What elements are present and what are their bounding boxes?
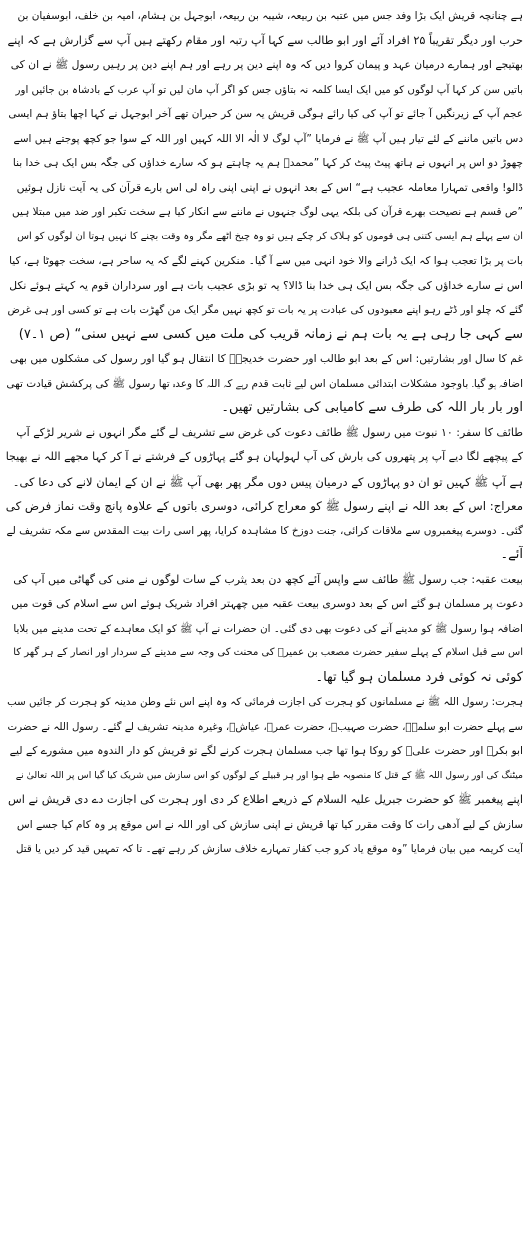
text-line: حرب اور دیگر تقریباً ۲۵ افراد آئے اور ابو طالب سے کہا آپ رتبہ اور مقام رکھتے ہیں آپ سے گزارش ہے کہ اپنے: [7, 33, 523, 47]
text-line: سازش کے لیے آدھی رات کا وقت مقرر کیا تھا قریش نے اپنی سازش کی اور اللہ نے اس موقع پر وہ کام کیا جسے اس: [16, 818, 523, 831]
text-line: آیت کریمہ میں بیان فرمایا ”وہ موقع یاد کرو جب کفار تمہارے خلاف سازش کر رہے تھے۔ تا کہ تمہیں قید کر دیں یا قتل: [16, 843, 523, 855]
text-line: دعوت پر مسلمان ہو گئے اس کے بعد دوسری بیعت عقبہ میں چھہتر افراد شریک ہوئے اس سے اسلام کی قوت میں: [11, 597, 523, 610]
text-line: کوئی نہ کوئی فرد مسلمان ہو گیا تھا۔: [315, 669, 523, 685]
text-line: اور بار بار اللہ کی طرف سے کامیابی کی بشارتیں تھیں۔: [221, 400, 523, 415]
text-line: بات پر بڑا تعجب ہوا کہ ایک ڈرانے والا خود انہی میں سے آ گیا۔ منکرین کہنے لگے کہ یہ ساحر ہے، سخت جھوٹا ہے، کیا: [9, 255, 523, 267]
text-line: دس باتیں ماننے کے لئے تیار ہیں آپ ﷺ نے فرمایا ”آپ لوگ لا الٰہ الا اللہ کہیں اور اللہ کے سوا جو کچھ پوجتے ہیں اسے: [13, 132, 523, 145]
text-line: معراج: اس کے بعد اللہ نے اپنے رسول ﷺ کو معراج کرائی، دوسری باتوں کے علاوہ پانچ وقت نماز فرض کی: [6, 499, 523, 513]
text-line: کے پیچھے لگا دیے آپ پر پتھروں کی بارش کی آپ لہولہان ہو گئے پہاڑوں کے فرشتے نے آ کر کہا مجھے اللہ نے بھیجا: [6, 450, 523, 463]
text-line: چھوڑ دو اس پر انہوں نے ہاتھ پیٹ پیٹ کر کہا ”محمدؐ ہم یہ چاہتے ہو کہ سارے خداؤں کی جگہ بس ایک ہی خدا بنا: [12, 157, 523, 169]
text-line: ”ص قسم ہے نصیحت بھرے قرآن کی بلکہ یہی لوگ جنہوں نے ماننے سے انکار کیا ہے سخت تکبر اور ضد میں مبتلا ہیں: [12, 206, 523, 218]
text-line: بیعت عقبہ: جب رسول ﷺ طائف سے واپس آئے کچھ دن بعد یثرب کے سات لوگوں نے منی کی گھاٹی میں آپ کی: [13, 572, 523, 586]
text-line: ہے آپ ﷺ کہیں تو ان دو پہاڑوں کے درمیان پیس دوں مگر پھر بھی آپ ﷺ نے ان کے ایمان لانے کی دعا کی۔: [12, 474, 523, 489]
text-line: اس نے سارے خداؤں کی جگہ بس ایک ہی خدا بنا ڈالا؟ یہ تو بڑی عجیب بات ہے اور سرداران قوم یہ کہتے ہوئے نکل: [9, 278, 523, 292]
text-line: میٹنگ کی اور رسول اللہ ﷺ کے قتل کا منصوبہ طے ہوا اور ہر قبیلے کے لوگوں کو اس سازش میں شریک کیا گیا اس پر اللہ تعالیٰ نے: [15, 769, 523, 781]
section-quraysh-delegation: [6, 4, 523, 347]
text-line: سے پہلے حضرت ابو سلمہؓ، حضرت صہیبؓ، حضرت عمرؓ، عیاشؓ، وغیرہ مدینہ تشریف لے گئے۔ رسول اللہ نے حضرت: [7, 720, 523, 733]
text-line: ابو بکرؓ اور حضرت علیؓ کو روکا ہوا تھا جب مسلمان ہجرت کرنے لگے تو قریش کو دار الندوہ میں مشورے کے لیے: [9, 744, 523, 757]
text-line: اس سے قبل اسلام کے پہلے سفیر حضرت مصعب بن عمیرؓ کی محنت کی وجہ سے مدینے کے سردار اور انصار کے ہر گھر کا: [13, 647, 523, 658]
text-line: طائف کا سفر: ۱۰ نبوت میں رسول ﷺ طائف دعوت کی غرض سے تشریف لے گئے مگر انہوں نے شریر لڑکے آپ: [16, 425, 523, 439]
text-line: گئی۔ دوسرے پیغمبروں سے ملاقات کرائی، جنت دوزخ کا مشاہدہ کرایا، پھر اسی رات بیت المقدس سے مکہ تشریف لے: [6, 524, 523, 537]
text-line: عجم آپ کے زیرنگیں آ جائے تو آپ کی کیا رائے ہوگی قریش یہ سن کر حیران تھے آخر ابوجہل نے کہا اچھا بتاؤ ہم ایسی: [8, 108, 523, 120]
text-line: ہے چنانچہ قریش ایک بڑا وفد جس میں عتبہ بن ربیعہ، شیبہ بن ربیعہ، ابوجہل بن ہشام، امیہ بن خلف، ابوسفیان بن: [17, 10, 523, 22]
text-line: آئے۔: [500, 547, 523, 562]
text-line: ان سے پہلے ہم ایسی کتنی ہی قوموں کو ہلاک کر چکے ہیں تو وہ چیخ اٹھے مگر وہ وقت بچنے کا نہیں ہوتا ان لوگوں کو اس: [17, 230, 523, 242]
text-line: بھتیجے اور ہمارے درمیان عہد و پیمان کروا دیں کہ وہ اپنے دین پر رہے اور ہم اپنے دین پر رہیں رسول ﷺ نے ان کی: [10, 58, 523, 71]
text-line: ہجرت: رسول اللہ ﷺ نے مسلمانوں کو ہجرت کی اجازت فرمائی کہ وہ اپنے اس نئے وطن مدینہ کو ہجرت کر جائیں سب: [7, 696, 523, 708]
section-miraj: [6, 494, 523, 568]
text-line: اضافہ ہو گیا۔ باوجود مشکلات ابتدائی مسلمان اس لیے ثابت قدم رہے کہ اللہ کا وعدہ تھا رسول ﷺ کی پرکشش قیادت تھی: [6, 377, 523, 390]
text-line: گئے کہ چلو اور ڈٹے رہو اپنے معبودوں کی عبادت پر یہ بات تو کچھ نہیں مگر ایک من گھڑت بات ہے تو کسی اور ہی غرض: [7, 304, 523, 316]
section-hijrah: [6, 690, 523, 862]
section-pledge-of-aqaba: [6, 568, 523, 691]
section-taif-journey: [6, 421, 523, 495]
section-year-of-grief: [6, 347, 523, 421]
text-line: سے کہی جا رہی ہے یہ بات ہم نے زمانہ قریب کی ملت میں کسی سے نہیں سنی“ (ص ۱۔۷): [18, 326, 523, 342]
text-line: اضافہ ہوا رسول ﷺ کو مدینے آنے کی دعوت بھی دی گئی۔ ان حضرات نے آپ ﷺ کو ایک معاہدے کے تحت مدینے میں بلایا: [13, 622, 523, 635]
text-line: ڈالو! واقعی تمہارا معاملہ عجیب ہے“ اس کے بعد انہوں نے اپنی اپنی راہ لی اس بارے قرآن کی یہ آیت نازل ہوئیں: [16, 180, 523, 194]
text-line: اپنے پیغمبر ﷺ کو حضرت جبریل علیہ السلام کے ذریعے اطلاع کر دی اور ہجرت کی اجازت دے دی قریش نے اس: [8, 793, 523, 806]
text-line: باتیں سن کر کہا آپ لوگوں کو میں ایک ایسا کلمہ نہ بتاؤں جس کو اگر آپ مان لیں تو آپ عرب کے بادشاہ بن جائیں اور: [15, 83, 523, 96]
text-line: غم کا سال اور بشارتیں: اس کے بعد ابو طالب اور حضرت خدیجہؓ کا انتقال ہو گیا اور رسول کی مشکلوں میں بھی: [10, 352, 523, 365]
